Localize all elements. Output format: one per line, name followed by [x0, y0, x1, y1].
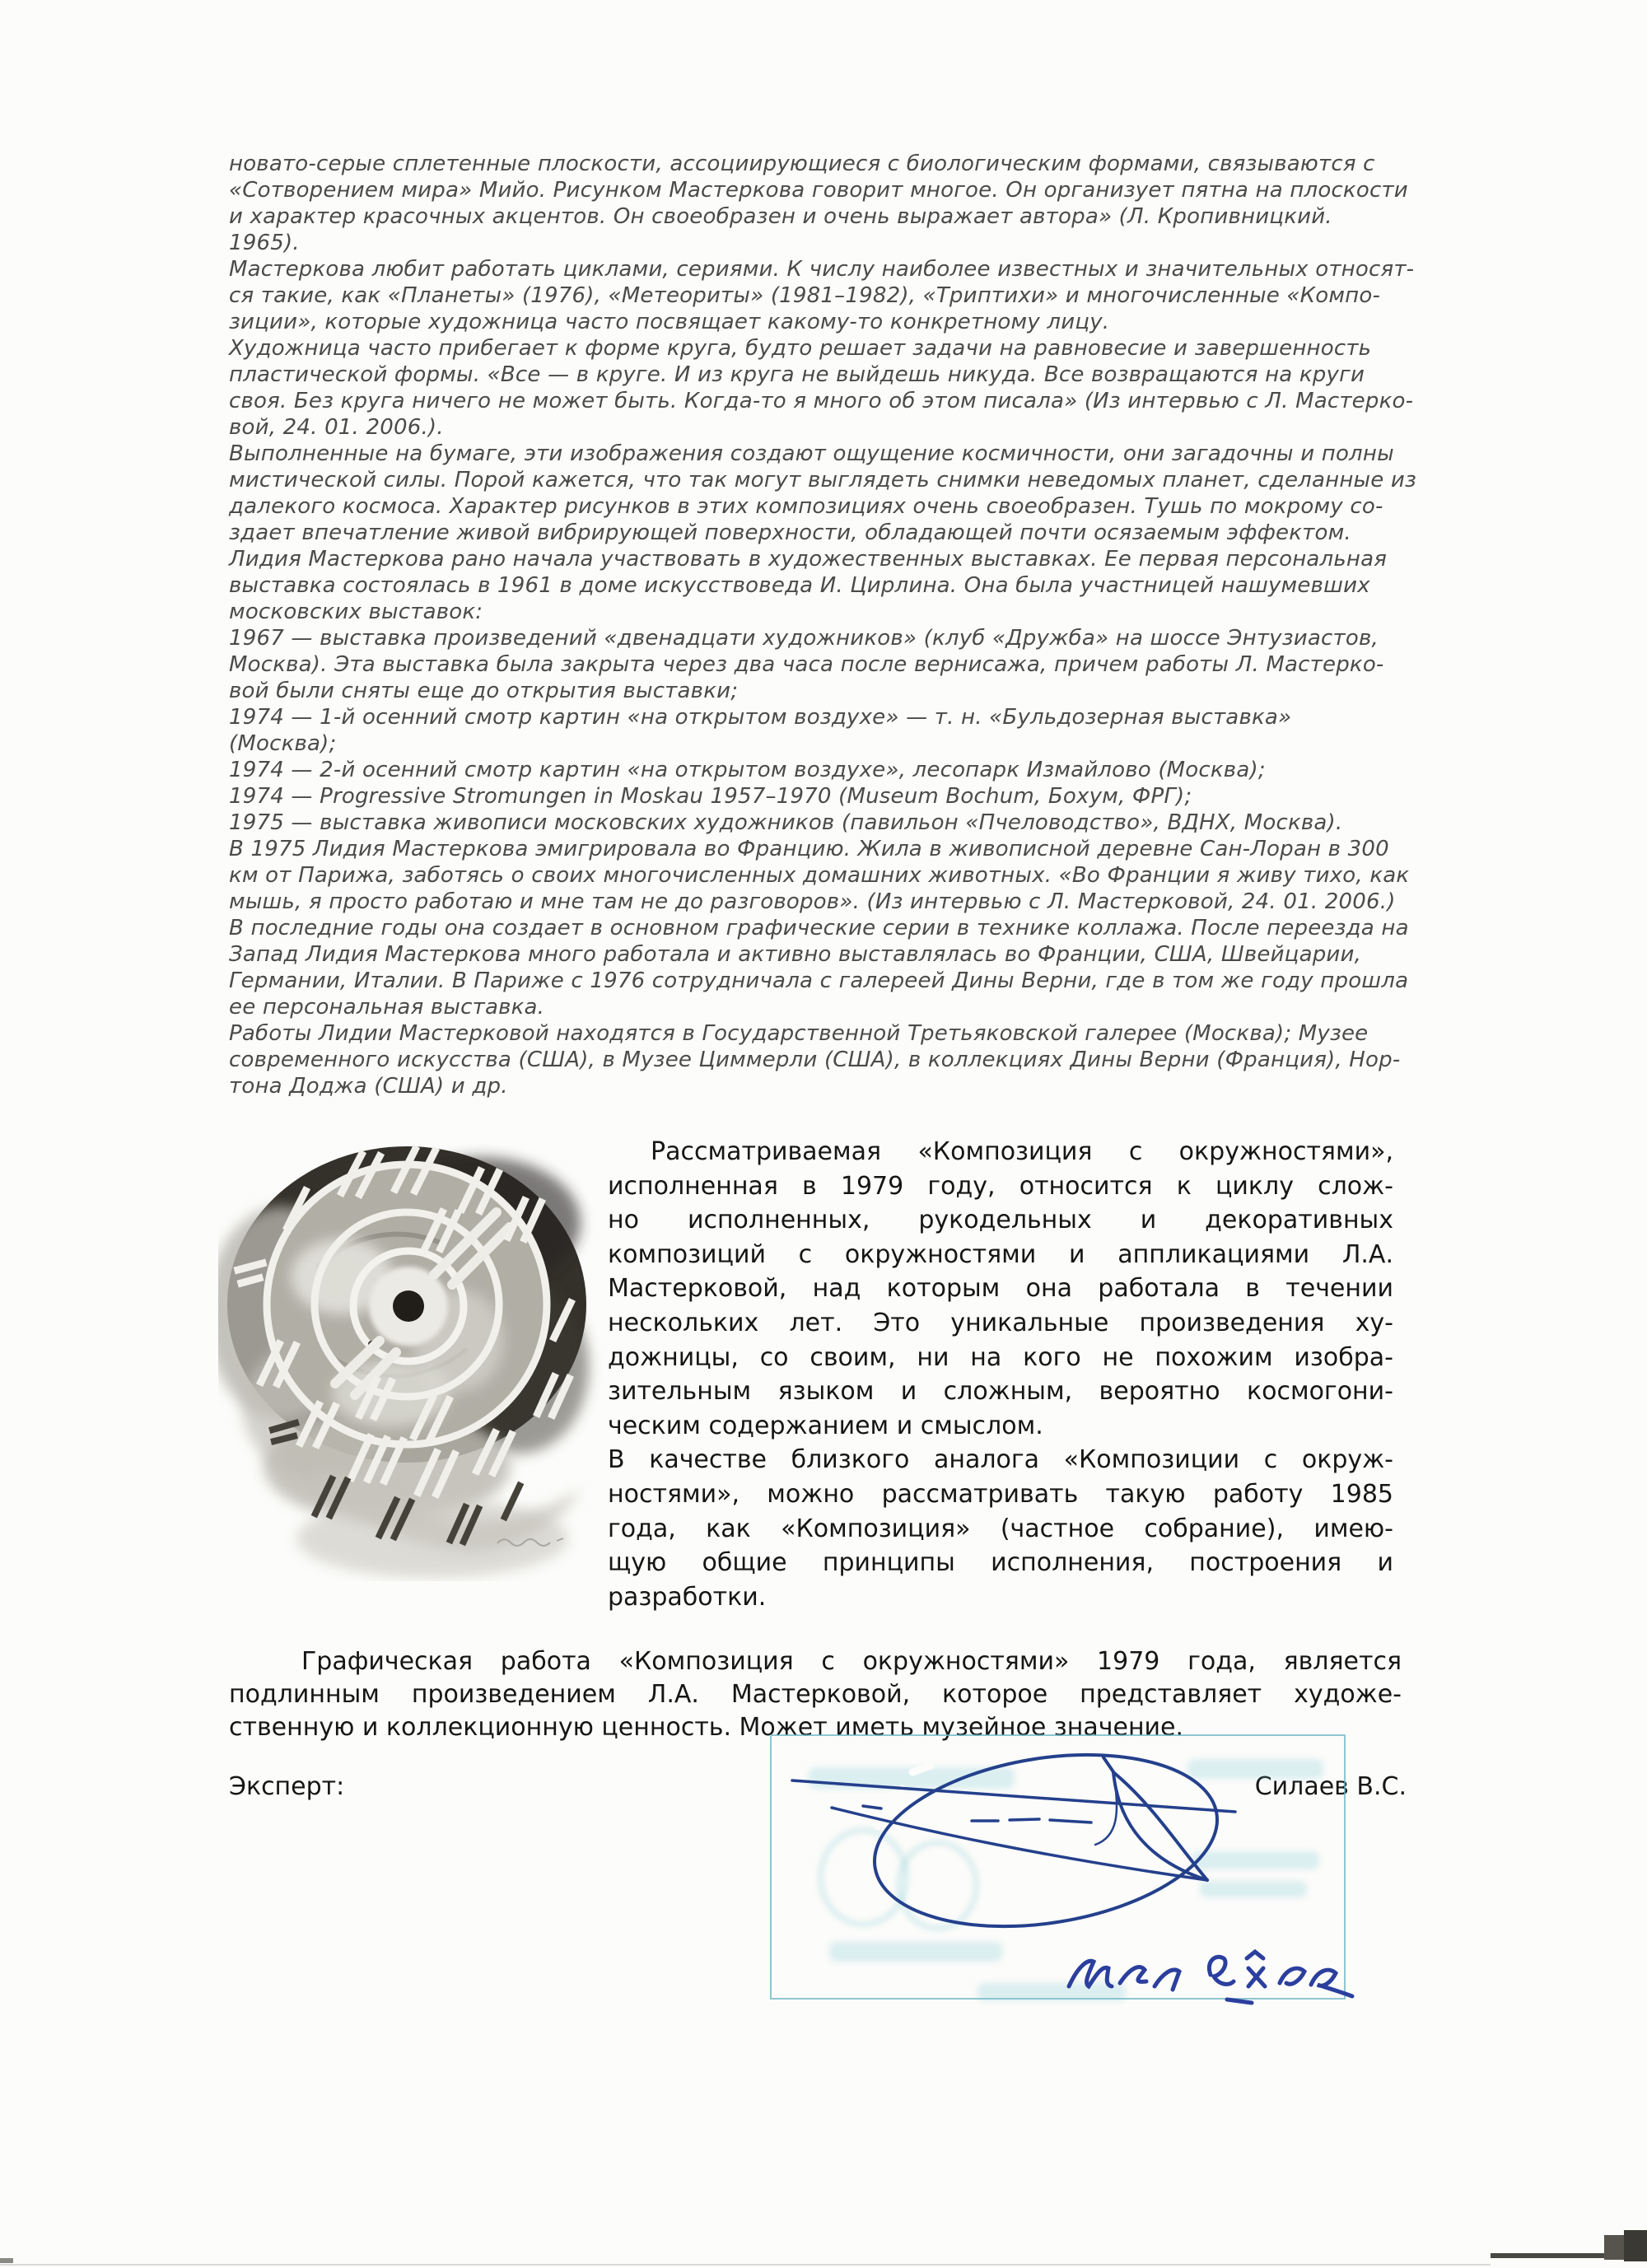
text-line: 1965).	[229, 231, 300, 255]
text-line: 1967 — выставка произведений «двенадцати художников» (клуб «Дружба» на шоссе Энтузиастов,	[229, 626, 1379, 651]
scan-artifact-bottom-right	[1624, 2230, 1647, 2261]
text-line: В качестве близкого аналога «Композиции с окруж-	[608, 1445, 1393, 1475]
text-line: В 1975 Лидия Мастеркова эмигрировала во Францию. Жила в живописной деревне Сан-Лоран в 300	[229, 837, 1389, 861]
text-line: Москва). Эта выставка была закрыта через два часа после вернисажа, причем работы Л. Мастерко-	[229, 652, 1384, 677]
biography-text-block	[229, 151, 1448, 1099]
text-line: 1975 — выставка живописи московских художников (павильон «Пчеловодство», ВДНХ, Москва).	[229, 810, 1343, 835]
text-line: 1974 — Progressive Stromungen in Moskau 1957–1970 (Museum Bochum, Бохум, ФРГ);	[229, 784, 1192, 809]
text-line: Мастеркова любит работать циклами, сериями. К числу наиболее известных и значительных относят-	[229, 257, 1415, 282]
text-line: исполненная в 1979 году, относится к циклу слож-	[608, 1171, 1393, 1201]
text-line: Работы Лидии Мастерковой находятся в Государственной Третьяковской галерее (Москва); Музее	[229, 1021, 1369, 1046]
text-line: Мастерковой, над которым она работала в течении	[608, 1274, 1393, 1304]
expert-name: Силаев В.С.	[1254, 1772, 1407, 1801]
text-line: выставка состоялась в 1961 в доме искусствоведа И. Цирлина. Она была участницей нашумевших	[229, 573, 1370, 598]
signature	[766, 1721, 1375, 2018]
analysis-paragraph-1	[608, 1135, 1393, 1443]
text-line: Графическая работа «Композиция с окружностями» 1979 года, является	[301, 1647, 1402, 1676]
text-line: но исполненных, рукодельных и декоративных	[608, 1206, 1393, 1235]
text-line: мистической силы. Порой кажется, что так могут выглядеть снимки неведомых планет, сделанные из	[229, 468, 1417, 492]
text-line: композиций с окружностями и аппликациями Л.А.	[608, 1239, 1393, 1269]
text-line: новато-серые сплетенные плоскости, ассоциирующиеся с биологическим формами, связываются с	[229, 152, 1375, 176]
text-line: современного искусства (США), в Музее Циммерли (США), в коллекциях Дины Верни (Франция), Нор-	[229, 1048, 1401, 1072]
analysis-paragraph-2	[608, 1443, 1393, 1614]
text-line: Запад Лидия Мастеркова много работала и активно выставлялась во Франции, США, Швейцарии,	[229, 942, 1362, 967]
text-line: здает впечатление живой вибрирующей поверхности, обладающей почти осязаемым эффектом.	[229, 520, 1351, 545]
text-line: тона Доджа (США) и др.	[229, 1074, 508, 1099]
analysis-text-block	[608, 1135, 1393, 1614]
text-line: щую общие принципы исполнения, построения и	[608, 1548, 1393, 1578]
text-line: московских выставок:	[229, 600, 483, 624]
text-line: своя. Без круга ничего не может быть. Когда-то я много об этом писала» (Из интервью с Л. Мастерко-	[229, 389, 1414, 413]
text-line: Выполненные на бумаге, эти изображения создают ощущение космичности, они загадочны и полны	[229, 441, 1394, 466]
scan-artifact-bottom-line	[0, 2264, 1491, 2266]
handwritten-date	[1069, 1952, 1352, 2003]
text-line: пластической формы. «Все — в круге. И из круга не выйдешь никуда. Все возвращаются на круги	[229, 362, 1365, 387]
artwork-image	[218, 1136, 614, 1581]
text-line: «Сотворением мира» Мийо. Рисунком Мастеркова говорит многое. Он организует пятна на плоскости	[229, 178, 1408, 203]
text-line: зительным языком и сложным, вероятно космогони-	[608, 1377, 1393, 1407]
text-line: вой, 24. 01. 2006.).	[229, 415, 444, 440]
text-line: и характер красочных акцентов. Он своеобразен и очень выражает автора» (Л. Кропивницкий.	[229, 204, 1332, 229]
text-line: км от Парижа, заботясь о своих многочисленных домашних животных. «Во Франции я живу тихо, как	[229, 863, 1410, 888]
text-line: нескольких лет. Это уникальные произведения ху-	[608, 1308, 1393, 1337]
text-line: ся такие, как «Планеты» (1976), «Метеориты» (1981–1982), «Триптихи» и многочисленные «Компо-	[229, 283, 1381, 308]
text-line: зиции», которые художница часто посвящает какому-то конкретному лицу.	[229, 310, 1110, 334]
text-line: Рассматриваемая «Композиция с окружностями»,	[651, 1137, 1393, 1166]
text-line: ностями», можно рассматривать такую работу 1985	[608, 1479, 1393, 1509]
artist-mark	[492, 1530, 583, 1552]
text-line: ее персональная выставка.	[229, 995, 545, 1020]
text-line: разработки.	[608, 1582, 767, 1612]
text-line: 1974 — 2-й осенний смотр картин «на открытом воздухе», лесопарк Измайлово (Москва);	[229, 758, 1266, 782]
text-line: мышь, я просто работаю и мне там не до разговоров». (Из интервью с Л. Мастерковой, 24. 01. 2006.)	[229, 889, 1396, 914]
text-line: ственную и коллекционную ценность. Может иметь музейное значение.	[229, 1713, 1184, 1742]
text-line: далекого космоса. Характер рисунков в этих композициях очень своеобразен. Тушь по мокрому со-	[229, 494, 1383, 519]
text-line: (Москва);	[229, 731, 337, 756]
text-line: 1974 — 1-й осенний смотр картин «на открытом воздухе» — т. н. «Бульдозерная выставка»	[229, 705, 1292, 730]
scan-artifact-bottom-left	[0, 2258, 13, 2263]
text-line: ческим содержанием и смыслом.	[608, 1411, 1043, 1440]
text-line: вой были сняты еще до открытия выставки;	[229, 679, 739, 703]
expert-label: Эксперт:	[229, 1772, 345, 1801]
text-line: Художница часто прибегает к форме круга, будто решает задачи на равновесие и завершенность	[229, 336, 1372, 361]
text-line: дожницы, со своим, ни на кого не похожим изобра-	[608, 1342, 1393, 1372]
text-line: подлинным произведением Л.А. Мастерковой, которое представляет художе-	[229, 1680, 1402, 1709]
text-line: года, как «Композиция» (частное собрание), имею-	[608, 1514, 1393, 1543]
text-line: Лидия Мастеркова рано начала участвовать в художественных выставках. Ее первая персональная	[229, 547, 1388, 572]
scan-artifact-bottom-right	[1491, 2253, 1622, 2258]
text-line: В последние годы она создает в основном графические серии в технике коллажа. После переезда на	[229, 916, 1409, 940]
text-line: Германии, Италии. В Париже с 1976 сотрудничала с галереей Дины Верни, где в том же году прошла	[229, 968, 1409, 993]
